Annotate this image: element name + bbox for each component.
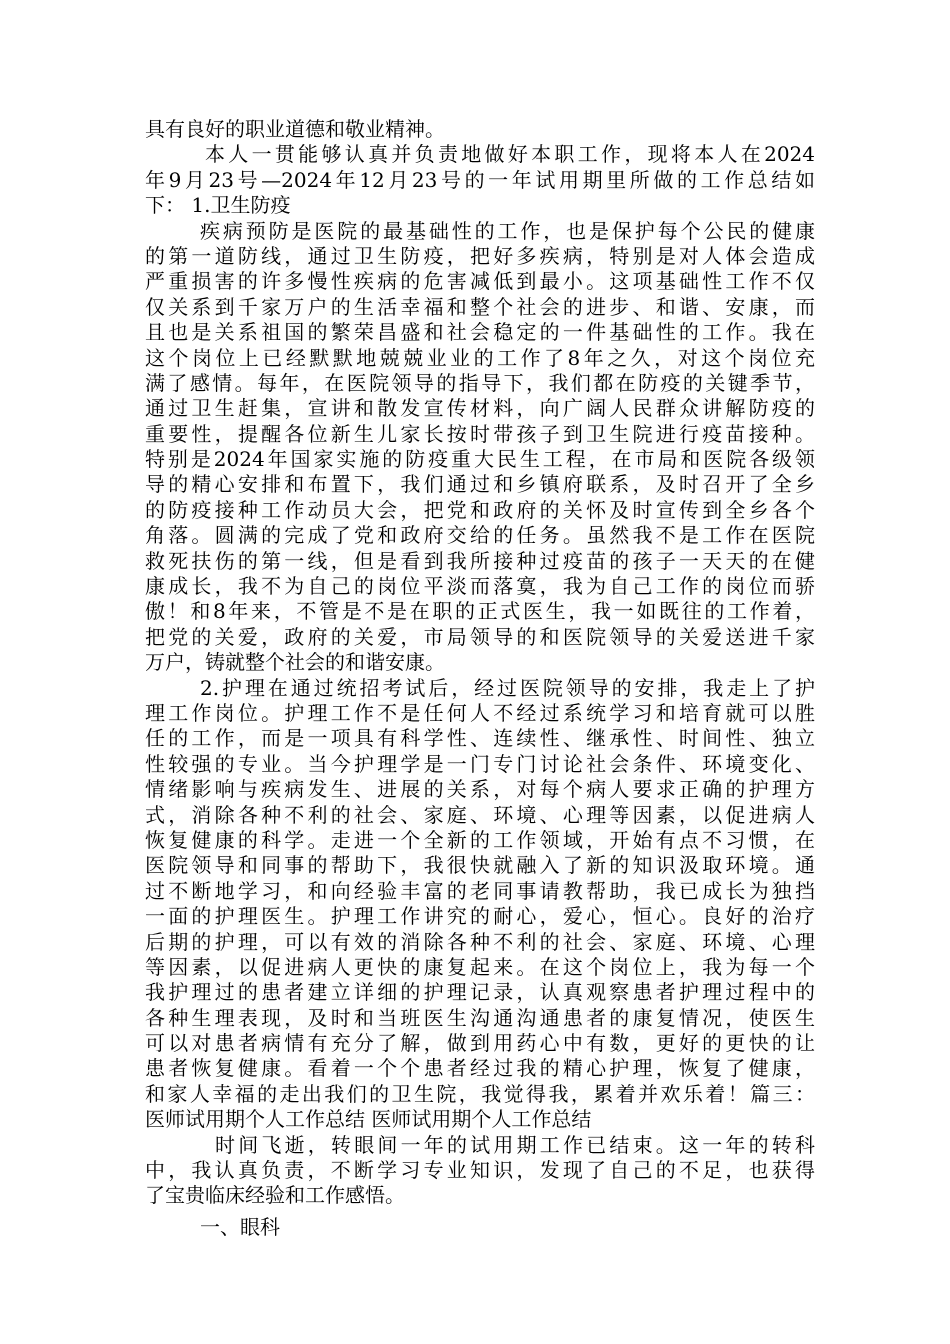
- text-line: 把党的关爱，政府的关爱，市局领导的和医院领导的关爱送进千家: [145, 624, 815, 649]
- text-line: 式，消除各种不利的社会、家庭、环境、心理等因素，以促进病人: [145, 802, 815, 827]
- text-line: 仅关系到千家万户的生活幸福和整个社会的进步、和谐、安康，而: [145, 294, 815, 319]
- text-line: 患者恢复健康。看着一个个患者经过我的精心护理，恢复了健康，: [145, 1056, 815, 1081]
- text-line: 且也是关系祖国的繁荣昌盛和社会稳定的一件基础性的工作。我在: [145, 320, 815, 345]
- text-line: 的防疫接种工作动员大会，把党和政府的关怀及时宣传到全乡各个: [145, 497, 815, 522]
- text-line: 等因素，以促进病人更快的康复起来。在这个岗位上，我为每一个: [145, 954, 815, 979]
- text-line: 2.护理在通过统招考试后，经过医院领导的安排，我走上了护: [200, 675, 815, 700]
- text-line: 时间飞逝，转眼间一年的试用期工作已结束。这一年的转科: [215, 1132, 815, 1157]
- text-line: 中，我认真负责，不断学习专业知识，发现了自己的不足，也获得: [145, 1158, 815, 1183]
- text-line: 重要性，提醒各位新生儿家长按时带孩子到卫生院进行疫苗接种。: [145, 421, 815, 446]
- text-line: 可以对患者病情有充分了解，做到用药心中有数，更好的更快的让: [145, 1031, 815, 1056]
- text-line: 各种生理表现，及时和当班医生沟通沟通患者的康复情况，使医生: [145, 1005, 815, 1030]
- text-line: 情绪影响与疾病发生、进展的关系，对每个病人要求正确的护理方: [145, 777, 815, 802]
- text-line: 具有良好的职业道德和敬业精神。: [145, 117, 445, 141]
- text-line: 性较强的专业。当今护理学是一门专门讨论社会条件、环境变化、: [145, 751, 815, 776]
- text-line: 严重损害的许多慢性疾病的危害减低到最小。这项基础性工作不仅: [145, 269, 815, 294]
- text-line: 下： 1.卫生防疫: [145, 193, 291, 218]
- text-line: 恢复健康的科学。走进一个全新的工作领域，开始有点不习惯，在: [145, 827, 815, 852]
- text-line: 这个岗位上已经默默地兢兢业业的工作了8年之久，对这个岗位充: [145, 345, 815, 370]
- text-line: 一面的护理医生。护理工作讲究的耐心，爱心，恒心。良好的治疗: [145, 904, 815, 929]
- text-line: 本人一贯能够认真并负责地做好本职工作，现将本人在2024: [205, 142, 815, 167]
- text-line: 后期的护理，可以有效的消除各种不利的社会、家庭、环境、心理: [145, 929, 815, 954]
- text-line: 理工作岗位。护理工作不是任何人不经过系统学习和培育就可以胜: [145, 700, 815, 725]
- text-line: 万户，铸就整个社会的和谐安康。: [145, 650, 445, 675]
- text-line: 任的工作，而是一项具有科学性、连续性、继承性、时间性、独立: [145, 726, 815, 751]
- text-line: 救死扶伤的第一线，但是看到我所接种过疫苗的孩子一天天的在健: [145, 548, 815, 573]
- text-line: 年9月23号—2024年12月23号的一年试用期里所做的工作总结如: [145, 167, 815, 192]
- text-line: 的第一道防线，通过卫生防疫，把好多疾病，特别是对人体会造成: [145, 243, 815, 268]
- document-body: [145, 117, 815, 1240]
- text-line: 傲！和8年来，不管是不是在职的正式医生，我一如既往的工作着，: [145, 599, 815, 624]
- text-line: 疾病预防是医院的最基础性的工作，也是保护每个公民的健康: [200, 218, 815, 243]
- text-line: 通过卫生赶集，宣讲和散发宣传材料，向广阔人民群众讲解防疫的: [145, 396, 815, 421]
- text-line: 导的精心安排和布置下，我们通过和乡镇府联系，及时召开了全乡: [145, 472, 815, 497]
- text-line: 康成长，我不为自己的岗位平淡而落寞，我为自己工作的岗位而骄: [145, 574, 815, 599]
- text-line: 医院领导和同事的帮助下，我很快就融入了新的知识汲取环境。通: [145, 853, 815, 878]
- text-line: 角落。圆满的完成了党和政府交给的任务。虽然我不是工作在医院: [145, 523, 815, 548]
- text-line: 和家人幸福的走出我们的卫生院，我觉得我，累着并欢乐着！篇三：: [145, 1081, 815, 1106]
- text-line: 满了感情。每年，在医院领导的指导下，我们都在防疫的关键季节，: [145, 370, 815, 395]
- text-line: 了宝贵临床经验和工作感悟。: [145, 1183, 405, 1208]
- text-line: 一、眼科: [200, 1214, 280, 1239]
- text-line: 我护理过的患者建立详细的护理记录，认真观察患者护理过程中的: [145, 980, 815, 1005]
- text-line: 医师试用期个人工作总结 医师试用期个人工作总结: [145, 1107, 592, 1132]
- text-line: 特别是2024年国家实施的防疫重大民生工程，在市局和医院各级领: [145, 447, 815, 472]
- text-line: 过不断地学习，和向经验丰富的老同事请教帮助，我已成长为独挡: [145, 878, 815, 903]
